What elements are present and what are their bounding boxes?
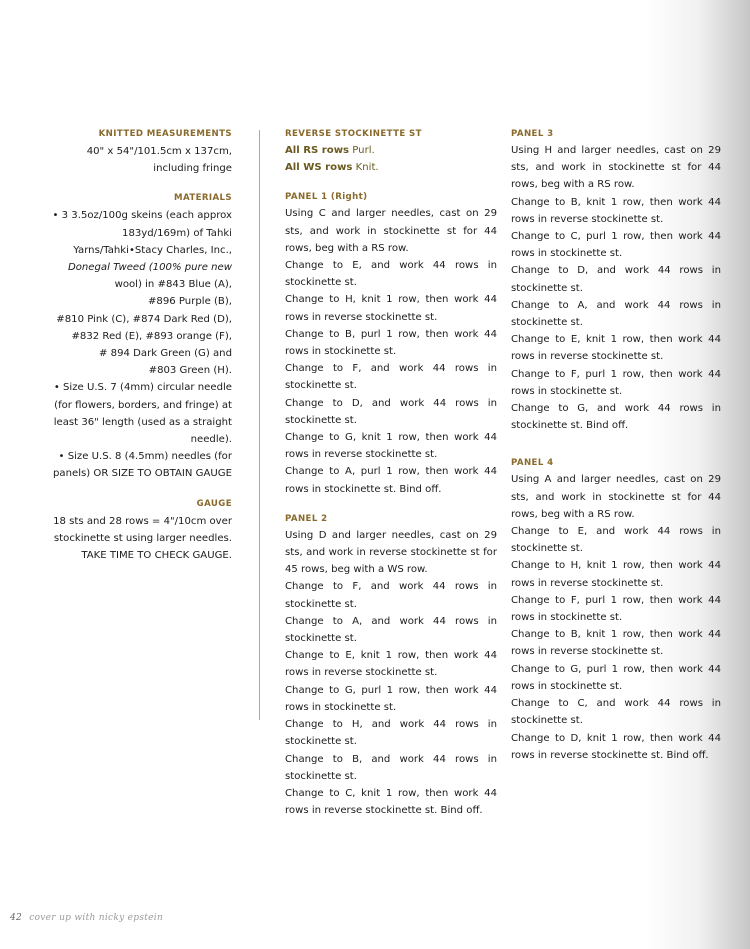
- measurement-line: 40" x 54"/101.5cm x 137cm,: [86, 146, 232, 157]
- ws-rows-text: Knit.: [352, 162, 379, 174]
- instruction-paragraph: Change to F, purl 1 row, then work 44 rows in stockinette st.: [511, 594, 721, 624]
- panel-2-heading: PANEL 2: [285, 513, 328, 524]
- instruction-paragraph: Change to C, and work 44 rows in stockinette st.: [511, 698, 721, 727]
- instruction-paragraph: Change to B, knit 1 row, then work 44 rows in reverse stockinette st.: [511, 629, 721, 658]
- instruction-paragraph: Change to B, and work 44 rows in stockinette st.: [285, 753, 497, 782]
- panel-4-heading: PANEL 4: [511, 458, 554, 469]
- instruction-paragraph: Change to A, and work 44 rows in stockinette st.: [285, 615, 497, 645]
- panel-3-heading: PANEL 3: [511, 129, 554, 139]
- middle-column: [285, 126, 497, 819]
- knitted-measurements-heading: KNITTED MEASUREMENTS: [98, 129, 232, 139]
- reverse-stockinette-section: [285, 126, 497, 176]
- gauge-line: TAKE TIME TO CHECK GAUGE.: [81, 550, 232, 562]
- left-column: [40, 126, 232, 577]
- panel-4-section: [511, 455, 721, 763]
- instruction-paragraph: Change to D, knit 1 row, then work 44 rows in reverse stockinette st. Bind off.: [511, 732, 721, 761]
- instruction-paragraph: Change to G, purl 1 row, then work 44 rows in stockinette st.: [285, 684, 497, 713]
- materials-line: • Size U.S. 7 (4mm) circular needle: [53, 382, 232, 394]
- instruction-paragraph: Change to B, knit 1 row, then work 44 rows in reverse stockinette st.: [511, 196, 721, 225]
- materials-line: wool) in #843 Blue (A),: [114, 279, 232, 291]
- materials-line: #896 Purple (B),: [147, 296, 232, 308]
- instruction-paragraph: Change to B, purl 1 row, then work 44 rows in stockinette st.: [285, 328, 497, 358]
- instruction-paragraph: Change to C, knit 1 row, then work 44 rows in reverse stockinette st. Bind off.: [285, 787, 497, 817]
- materials-line: #810 Pink (C), #874 Dark Red (D),: [56, 313, 232, 325]
- materials-line: 183yd/169m) of Tahki: [122, 227, 232, 239]
- page-number: 42: [10, 913, 23, 923]
- materials-line: needle).: [190, 434, 232, 446]
- right-column: [511, 126, 721, 764]
- instruction-paragraph: Change to E, knit 1 row, then work 44 rows in reverse stockinette st.: [285, 650, 497, 679]
- instruction-paragraph: Change to H, knit 1 row, then work 44 rows in reverse stockinette st.: [511, 560, 721, 589]
- gauge-section: [40, 496, 232, 565]
- instruction-paragraph: Change to H, and work 44 rows in stockinette st.: [285, 719, 497, 748]
- instruction-paragraph: Using D and larger needles, cast on 29 sts, and work in reverse stockinette st for 45 rows, beg with a WS row.: [285, 529, 497, 576]
- ws-rows-label: All WS rows: [285, 162, 353, 174]
- instruction-paragraph: Change to C, purl 1 row, then work 44 rows in stockinette st.: [511, 231, 721, 260]
- instruction-paragraph: Change to F, purl 1 row, then work 44 rows in stockinette st.: [511, 368, 721, 397]
- knitted-measurements-section: [40, 126, 232, 177]
- reverse-stockinette-heading: REVERSE STOCKINETTE ST: [285, 129, 422, 139]
- instruction-paragraph: Change to F, and work 44 rows in stockinette st.: [285, 363, 497, 392]
- page-footer: [10, 913, 163, 923]
- panel-1-heading: PANEL 1 (Right): [285, 192, 368, 203]
- book-title: cover up with nicky epstein: [29, 913, 164, 923]
- gauge-line: 18 sts and 28 rows = 4"/10cm over: [53, 515, 232, 527]
- materials-line: panels) OR SIZE TO OBTAIN GAUGE: [53, 468, 232, 480]
- materials-line: # 894 Dark Green (G) and: [99, 348, 232, 360]
- panel-2-section: [285, 511, 497, 819]
- materials-line: • Size U.S. 8 (4.5mm) needles (for: [58, 451, 232, 463]
- instruction-paragraph: Change to E, knit 1 row, then work 44 rows in reverse stockinette st.: [511, 334, 721, 363]
- materials-line: Yarns/Tahki•Stacy Charles, Inc.,: [73, 244, 232, 256]
- instruction-paragraph: Change to F, and work 44 rows in stockinette st.: [285, 581, 497, 610]
- materials-heading: MATERIALS: [174, 193, 232, 204]
- measurement-line: including fringe: [153, 163, 232, 175]
- materials-line: (for flowers, borders, and fringe) at: [54, 399, 232, 411]
- instruction-paragraph: Change to E, and work 44 rows in stockinette st.: [285, 260, 497, 289]
- instruction-paragraph: Change to A, and work 44 rows in stockinette st.: [511, 299, 721, 329]
- materials-line: #803 Green (H).: [148, 365, 232, 377]
- column-divider: [259, 130, 260, 720]
- instruction-paragraph: Using C and larger needles, cast on 29 sts, and work in stockinette st for 44 rows, beg with a RS row.: [285, 208, 497, 254]
- materials-line: • 3 3.5oz/100g skeins (each approx: [52, 210, 232, 222]
- ws-rows-line: [285, 159, 497, 176]
- materials-line: least 36" length (used as a straight: [53, 416, 232, 428]
- instruction-paragraph: Change to D, and work 44 rows in stockinette st.: [511, 265, 721, 294]
- instruction-paragraph: Change to E, and work 44 rows in stockinette st.: [511, 526, 721, 555]
- instruction-paragraph: Change to G, and work 44 rows in stockinette st. Bind off.: [511, 403, 721, 432]
- gauge-heading: GAUGE: [196, 498, 232, 509]
- panel-1-section: [285, 189, 497, 497]
- gauge-line: stockinette st using larger needles.: [53, 532, 232, 544]
- instruction-paragraph: Change to D, and work 44 rows in stockinette st.: [285, 397, 497, 426]
- rs-rows-text: Purl.: [349, 145, 375, 156]
- materials-line: #832 Red (E), #893 orange (F),: [71, 330, 232, 342]
- materials-line: Donegal Tweed (100% pure new: [67, 262, 232, 274]
- rs-rows-line: [285, 142, 497, 159]
- panel-3-section: [511, 126, 721, 434]
- rs-rows-label: All RS rows: [285, 145, 350, 156]
- instruction-paragraph: Change to G, purl 1 row, then work 44 rows in stockinette st.: [511, 663, 721, 692]
- materials-section: [40, 190, 232, 482]
- instruction-paragraph: Using H and larger needles, cast on 29 sts, and work in stockinette st for 44 rows, beg with a RS row.: [511, 145, 721, 191]
- instruction-paragraph: Change to A, purl 1 row, then work 44 rows in stockinette st. Bind off.: [285, 466, 497, 495]
- instruction-paragraph: Change to H, knit 1 row, then work 44 rows in reverse stockinette st.: [285, 294, 497, 323]
- instruction-paragraph: Change to G, knit 1 row, then work 44 rows in reverse stockinette st.: [285, 432, 497, 461]
- instruction-paragraph: Using A and larger needles, cast on 29 sts, and work in stockinette st for 44 rows, beg with a RS row.: [511, 474, 721, 520]
